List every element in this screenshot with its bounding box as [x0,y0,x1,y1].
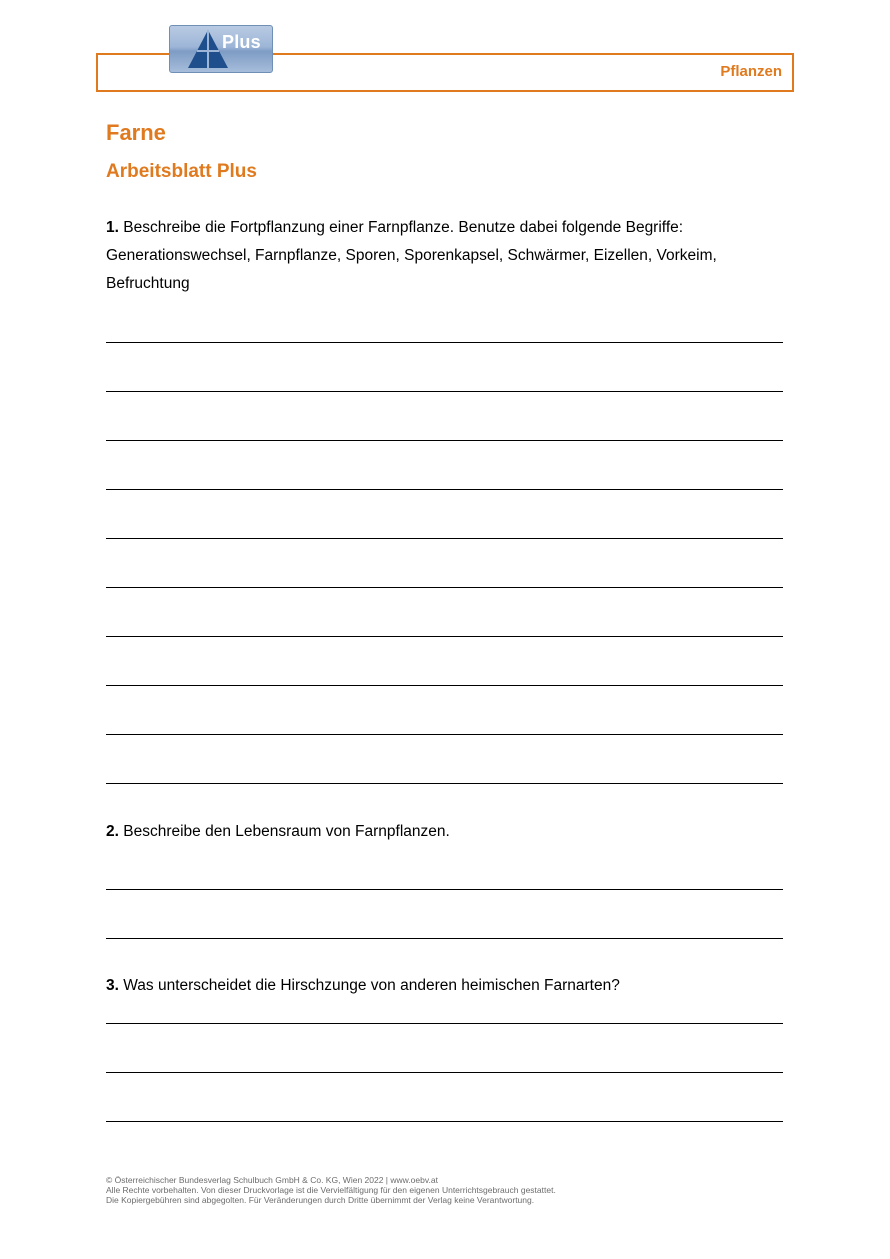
page-subtitle: Arbeitsblatt Plus [106,161,257,182]
footer-line: © Österreichischer Bundesverlag Schulbuch GmbH & Co. KG, Wien 2022 | www.oebv.at [106,1175,438,1185]
answer-line[interactable] [106,538,783,539]
question-number: 3. [106,977,119,994]
question-3 [106,972,786,1000]
answer-line[interactable] [106,783,783,784]
answer-line[interactable] [106,889,783,890]
question-text: Beschreibe die Fortpflanzung einer Farnpflanze. Benutze dabei folgende Begriffe: Generationswechsel, Farnpflanze, Sporen, Sporenkapsel, Schwärmer, Eizellen, Vorkeim, Befruchtung [106,219,717,292]
answer-line[interactable] [106,1121,783,1122]
question-number: 1. [106,219,119,236]
answer-line[interactable] [106,391,783,392]
plus-logo [169,25,273,73]
page-title: Farne [106,120,166,145]
answer-line[interactable] [106,489,783,490]
answer-line[interactable] [106,938,783,939]
section-label: Pflanzen [720,63,782,80]
question-text: Was unterscheidet die Hirschzunge von anderen heimischen Farnarten? [123,977,620,994]
question-number: 2. [106,823,119,840]
answer-line[interactable] [106,440,783,441]
answer-line[interactable] [106,342,783,343]
answer-line[interactable] [106,587,783,588]
answer-line[interactable] [106,734,783,735]
question-1 [106,214,786,298]
footer-line: Die Kopiergebühren sind abgegolten. Für Veränderungen durch Dritte übernimmt der Verlag keine Verantwortung. [106,1195,535,1205]
footer-line: Alle Rechte vorbehalten. Von dieser Druckvorlage ist die Vervielfältigung für den eigenen Unterrichtsgebrauch gestattet. [106,1185,556,1195]
question-text: Beschreibe den Lebensraum von Farnpflanzen. [123,823,450,840]
answer-line[interactable] [106,636,783,637]
question-2 [106,818,786,846]
copyright-footer [106,1175,556,1205]
answer-line[interactable] [106,1023,783,1024]
answer-line[interactable] [106,685,783,686]
answer-line[interactable] [106,1072,783,1073]
logo-text: Plus [222,32,261,52]
